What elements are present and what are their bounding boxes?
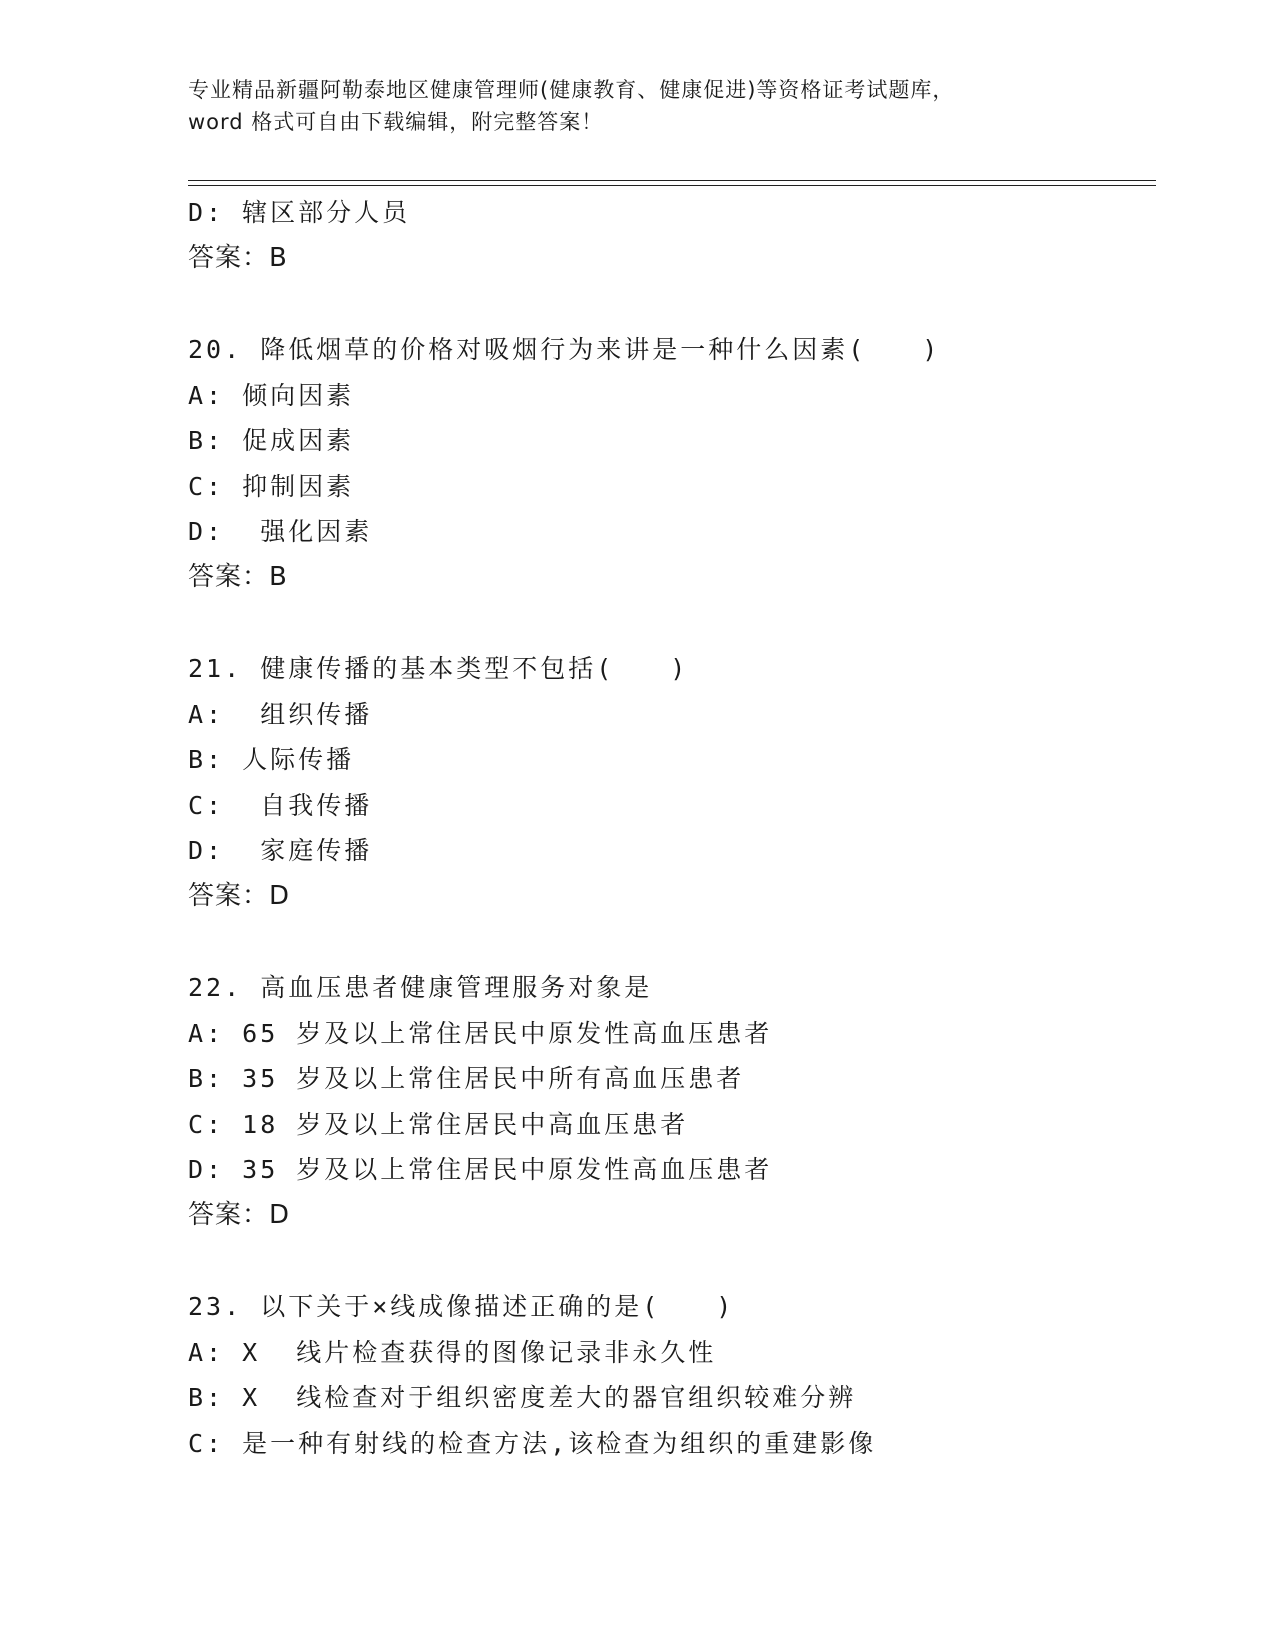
option-c: C: 18 岁及以上常住居民中高血压患者 (188, 1109, 689, 1139)
question-stem: 21. 健康传播的基本类型不包括( ) (188, 654, 689, 683)
option-d: D: 家庭传播 (188, 836, 373, 865)
option-a: A: 65 岁及以上常住居民中原发性高血压患者 (188, 1018, 773, 1048)
option-b: B: X 线检查对于组织密度差大的器官组织较难分辨 (188, 1383, 857, 1412)
option-b: B: 35 岁及以上常住居民中所有高血压患者 (188, 1064, 745, 1093)
question-gap (188, 1238, 1156, 1284)
option-a: A: X 线片检查获得的图像记录非永久性 (188, 1337, 717, 1367)
option-a: A: 倾向因素 (188, 380, 355, 410)
option-b: B: 人际传播 (188, 745, 355, 774)
question-22 (188, 965, 1156, 1238)
option-a: A: 组织传播 (188, 699, 373, 729)
question-23 (188, 1284, 1156, 1466)
answer-line: 答案：B (188, 561, 288, 592)
document-header (188, 74, 1148, 138)
question-stem: 20. 降低烟草的价格对吸烟行为来讲是一种什么因素( ) (188, 335, 941, 364)
question-21 (188, 646, 1156, 919)
header-line-1: 专业精品新疆阿勒泰地区健康管理师(健康教育、健康促进)等资格证考试题库， (188, 78, 955, 102)
answer-line: 答案：B (188, 242, 288, 273)
question-stem: 23. 以下关于×线成像描述正确的是( ) (188, 1292, 735, 1321)
question-gap (188, 600, 1156, 646)
option-d: D: 35 岁及以上常住居民中原发性高血压患者 (188, 1155, 773, 1184)
question-gap (188, 281, 1156, 327)
option-b: B: 促成因素 (188, 426, 355, 455)
question-gap (188, 919, 1156, 965)
question-19-tail (188, 190, 1156, 281)
option-c: C: 抑制因素 (188, 471, 355, 501)
question-list (188, 190, 1156, 1466)
option-c: C: 是一种有射线的检查方法,该检查为组织的重建影像 (188, 1428, 877, 1458)
header-divider-top (188, 180, 1156, 181)
question-stem: 22. 高血压患者健康管理服务对象是 (188, 973, 653, 1002)
answer-line: 答案：D (188, 1199, 291, 1230)
header-divider-bottom (188, 185, 1156, 186)
answer-line: 答案：D (188, 880, 291, 911)
option-d: D: 辖区部分人员 (188, 198, 411, 227)
option-c: C: 自我传播 (188, 790, 373, 820)
option-d: D: 强化因素 (188, 517, 373, 546)
question-20 (188, 327, 1156, 600)
header-line-2: word 格式可自由下载编辑，附完整答案！ (188, 110, 604, 134)
